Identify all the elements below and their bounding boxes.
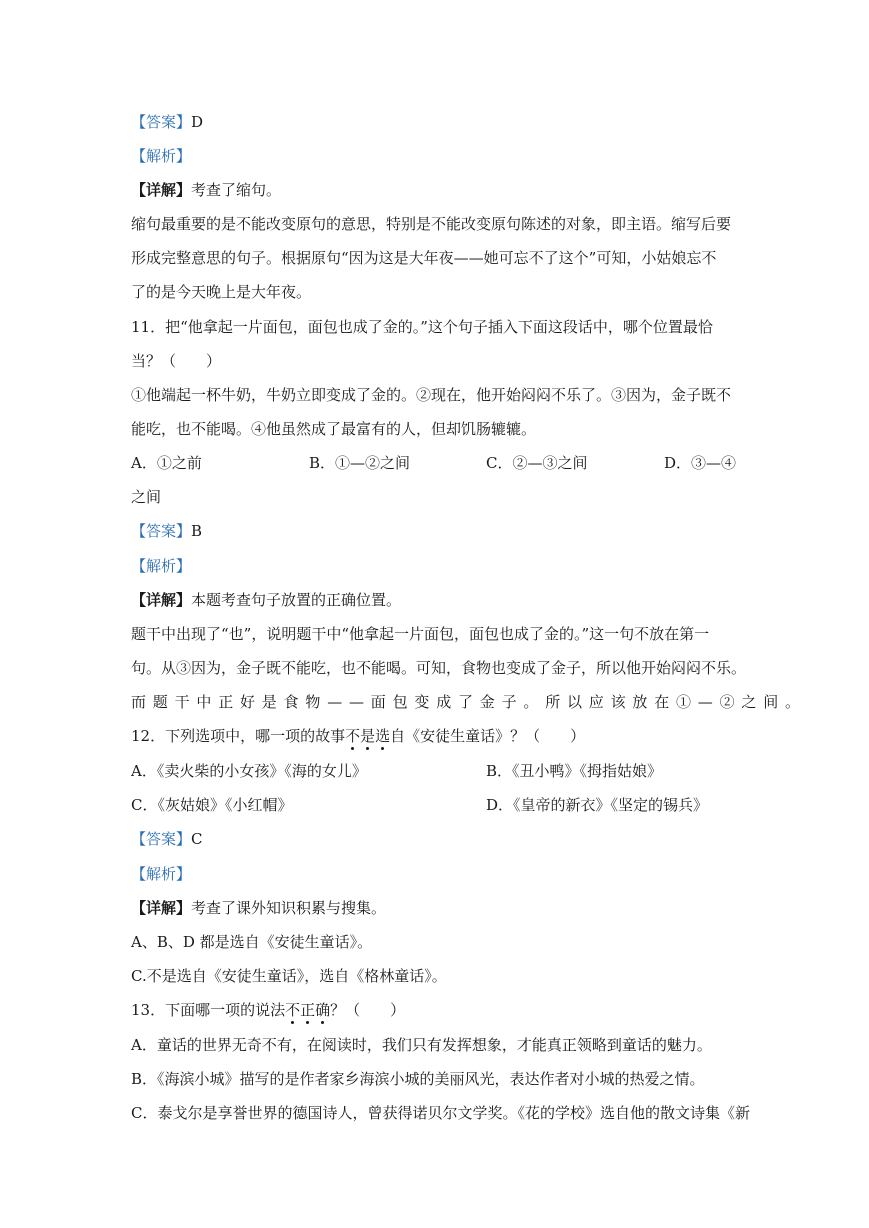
detail-line bbox=[131, 590, 401, 610]
detail-tag: 【详解】 bbox=[131, 181, 192, 199]
answer-value: D bbox=[191, 113, 204, 131]
option-b: B．《丑小鸭》《拇指姑娘》 bbox=[486, 762, 663, 780]
analysis-line bbox=[131, 556, 191, 576]
question-stem: 当？（ ） bbox=[131, 352, 222, 370]
analysis-tag: 【解析】 bbox=[131, 865, 192, 883]
explanation-paragraph: 缩句最重要的是不能改变原句的意思，特别是不能改变原句陈述的对象，即主语。缩写后要 bbox=[131, 215, 732, 233]
answer-tag: 【答案】 bbox=[131, 830, 192, 848]
question-stem: 11．把“他拿起一片面包，面包也成了金的。”这个句子插入下面这段话中，哪个位置最恰 bbox=[131, 318, 713, 336]
stem-text: 自《安徒生童话》？（ ） bbox=[390, 727, 586, 745]
answer-tag: 【答案】 bbox=[131, 522, 192, 540]
option-c: C．泰戈尔是享誉世界的德国诗人，曾获得诺贝尔文学奖。《花的学校》选自他的散文诗集《新 bbox=[131, 1104, 750, 1122]
question-passage: 能吃，也不能喝。④他虽然成了最富有的人，但却饥肠辘辘。 bbox=[131, 420, 537, 438]
emphasis-char: 不 bbox=[285, 1001, 301, 1019]
detail-line bbox=[131, 180, 281, 200]
explanation-paragraph: 句。从③因为，金子既不能吃，也不能喝。可知，食物也变成了金子，所以他开始闷闷不乐。 bbox=[131, 659, 747, 677]
option-c: C．《灰姑娘》《小红帽》 bbox=[131, 796, 293, 814]
detail-tag: 【详解】 bbox=[131, 591, 192, 609]
analysis-tag: 【解析】 bbox=[131, 147, 192, 165]
answer-value: C bbox=[191, 830, 203, 848]
explanation-paragraph: C.不是选自《安徒生童话》，选自《格林童话》。 bbox=[131, 967, 447, 985]
emphasis-char: 不 bbox=[345, 727, 361, 745]
stem-text: 13．下面哪一项的说法 bbox=[131, 1001, 286, 1019]
question-stem bbox=[131, 1000, 405, 1020]
option-d: D．③—④ bbox=[664, 454, 737, 472]
emphasis-char: 正 bbox=[300, 1001, 316, 1019]
stem-text: ？（ ） bbox=[330, 1001, 406, 1019]
analysis-line bbox=[131, 146, 191, 166]
option-b: B．①—②之间 bbox=[309, 454, 411, 472]
emphasis-char: 确 bbox=[315, 1001, 331, 1019]
answer-line bbox=[131, 521, 202, 541]
detail-text: 本题考查句子放置的正确位置。 bbox=[191, 591, 402, 609]
answer-tag: 【答案】 bbox=[131, 113, 192, 131]
detail-text: 考查了课外知识积累与搜集。 bbox=[191, 899, 387, 917]
emphasis-char: 是 bbox=[360, 727, 376, 745]
option-c: C．②—③之间 bbox=[486, 454, 588, 472]
option-a: A．《卖火柴的小女孩》《海的女儿》 bbox=[131, 762, 367, 780]
question-passage: ①他端起一杯牛奶，牛奶立即变成了金的。②现在，他开始闷闷不乐了。③因为，金子既不 bbox=[131, 386, 732, 404]
detail-tag: 【详解】 bbox=[131, 899, 192, 917]
option-a: A．①之前 bbox=[131, 454, 202, 472]
answer-line bbox=[131, 112, 203, 132]
option-b: B．《海滨小城》描写的是作者家乡海滨小城的美丽风光，表达作者对小城的热爱之情。 bbox=[131, 1070, 705, 1088]
stem-text: 12．下列选项中，哪一项的故事 bbox=[131, 727, 346, 745]
option-d: D．《皇帝的新衣》《坚定的锡兵》 bbox=[486, 796, 709, 814]
analysis-tag: 【解析】 bbox=[131, 557, 192, 575]
answer-value: B bbox=[191, 522, 203, 540]
answer-line bbox=[131, 829, 203, 849]
emphasis-char: 选 bbox=[375, 727, 391, 745]
explanation-paragraph: 而题干中正好是食物——面包变成了金子。所以应该放在①—②之间。 bbox=[131, 693, 807, 711]
explanation-paragraph: 形成完整意思的句子。根据原句“因为这是大年夜——她可忘不了这个”可知，小姑娘忘不 bbox=[131, 249, 717, 267]
detail-text: 考查了缩句。 bbox=[191, 181, 282, 199]
detail-line bbox=[131, 898, 386, 918]
explanation-paragraph: 题干中出现了“也”，说明题干中“他拿起一片面包，面包也成了金的。”这一句不放在第一 bbox=[131, 625, 710, 643]
option-a: A．童话的世界无奇不有，在阅读时，我们只有发挥想象，才能真正领略到童话的魅力。 bbox=[131, 1036, 712, 1054]
explanation-paragraph: A、B、D 都是选自《安徒生童话》。 bbox=[131, 933, 373, 951]
question-stem bbox=[131, 726, 585, 746]
explanation-paragraph: 了的是今天晚上是大年夜。 bbox=[131, 283, 312, 301]
analysis-line bbox=[131, 864, 191, 884]
option-d-continued: 之间 bbox=[131, 488, 162, 506]
